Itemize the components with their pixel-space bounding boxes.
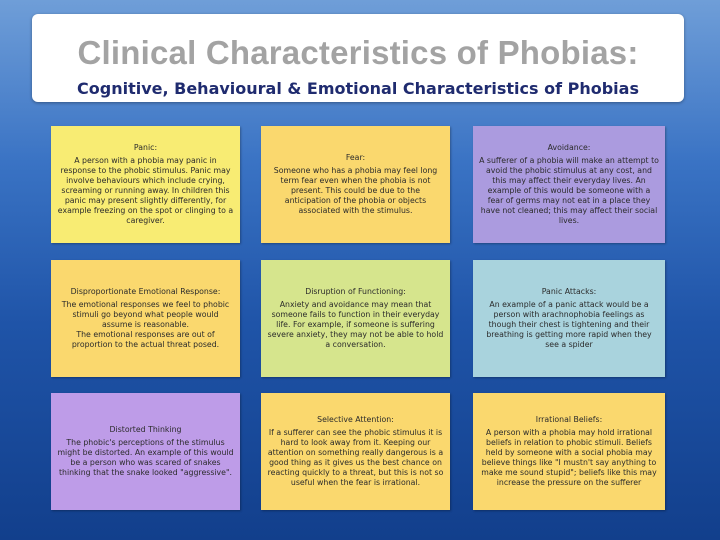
irrational-beliefs-box [473, 393, 665, 510]
fear-box [261, 126, 450, 243]
distorted-thinking-box [51, 393, 240, 510]
avoidance-text: A sufferer of a phobia will make an attempt to avoid the phobic stimulus at any cost, and this may affect their everyday lives. An example of this would be someone with a fear of germs may not eat in a place they have not cleaned; this may affect their social lives. [479, 156, 659, 225]
irrational-beliefs-label: Irrational Beliefs: [535, 415, 603, 424]
disproportionate-label: Disproportionate Emotional Response: [70, 287, 221, 296]
selective-attention-box [261, 393, 450, 510]
fear-label: Fear: [345, 153, 366, 162]
disruption-label: Disruption of Functioning: [305, 287, 406, 296]
panic-box [51, 126, 240, 243]
slide-title: Clinical Characteristics of Phobias: [77, 34, 639, 71]
panic-text: A person with a phobia may panic in response to the phobic stimulus. Panic may involve behaviours which include crying, screaming or running away. In children this panic may present slightly differently, for example freezing on the spot or clinging to a caregiver. [57, 156, 234, 225]
panic-attacks-text: An example of a panic attack would be a person with arachnophobia feelings as though their chest is tightening and their breathing is getting more rapid when they see a spider [486, 300, 652, 349]
disproportionate-text-2: The emotional responses are out of proportion to the actual threat posed. [71, 330, 220, 349]
disproportionate-text: The emotional responses we feel to phobic stimuli go beyond what people would assume is reasonable. [61, 300, 230, 329]
panic-label: Panic: [133, 143, 158, 152]
fear-text: Someone who has a phobia may feel long term fear even when the phobia is not present. This could be due to the anticipation of the phobia or objects associated with the stimulus. [273, 166, 438, 215]
disruption-box [261, 260, 450, 377]
panic-attacks-box [473, 260, 665, 377]
disproportionate-box [51, 260, 240, 377]
distorted-thinking-label: Distorted Thinking [109, 425, 182, 434]
selective-attention-label: Selective Attention: [317, 415, 394, 424]
panic-attacks-label: Panic Attacks: [541, 287, 597, 296]
avoidance-label: Avoidance: [547, 143, 591, 152]
selective-attention-text: If a sufferer can see the phobic stimulus it is hard to look away from it. Keeping our attention on something really dangerous is a good thing as it gives us the best chance on reacting quickly to a threat, but this is not so useful when the fear is irrational. [267, 428, 444, 487]
slide-subtitle: Cognitive, Behavioural & Emotional Characteristics of Phobias [77, 79, 639, 98]
disruption-text: Anxiety and avoidance may mean that someone fails to function in their everyday life. For example, if someone is suffering severe anxiety, they may not be able to hold a conversation. [267, 300, 444, 349]
distorted-thinking-text: The phobic's perceptions of the stimulus might be distorted. An example of this would be a person who was scared of snakes thinking that the snake looked "aggressive". [57, 438, 234, 477]
avoidance-box [473, 126, 665, 243]
title-banner [32, 14, 684, 102]
irrational-beliefs-text: A person with a phobia may hold irrational beliefs in relation to phobic stimuli. Beliefs held by someone with a social phobia may believe things like "I mustn't say anything to make me sound stupid"; beliefs like this may increase the pressure on the sufferer [481, 428, 657, 487]
